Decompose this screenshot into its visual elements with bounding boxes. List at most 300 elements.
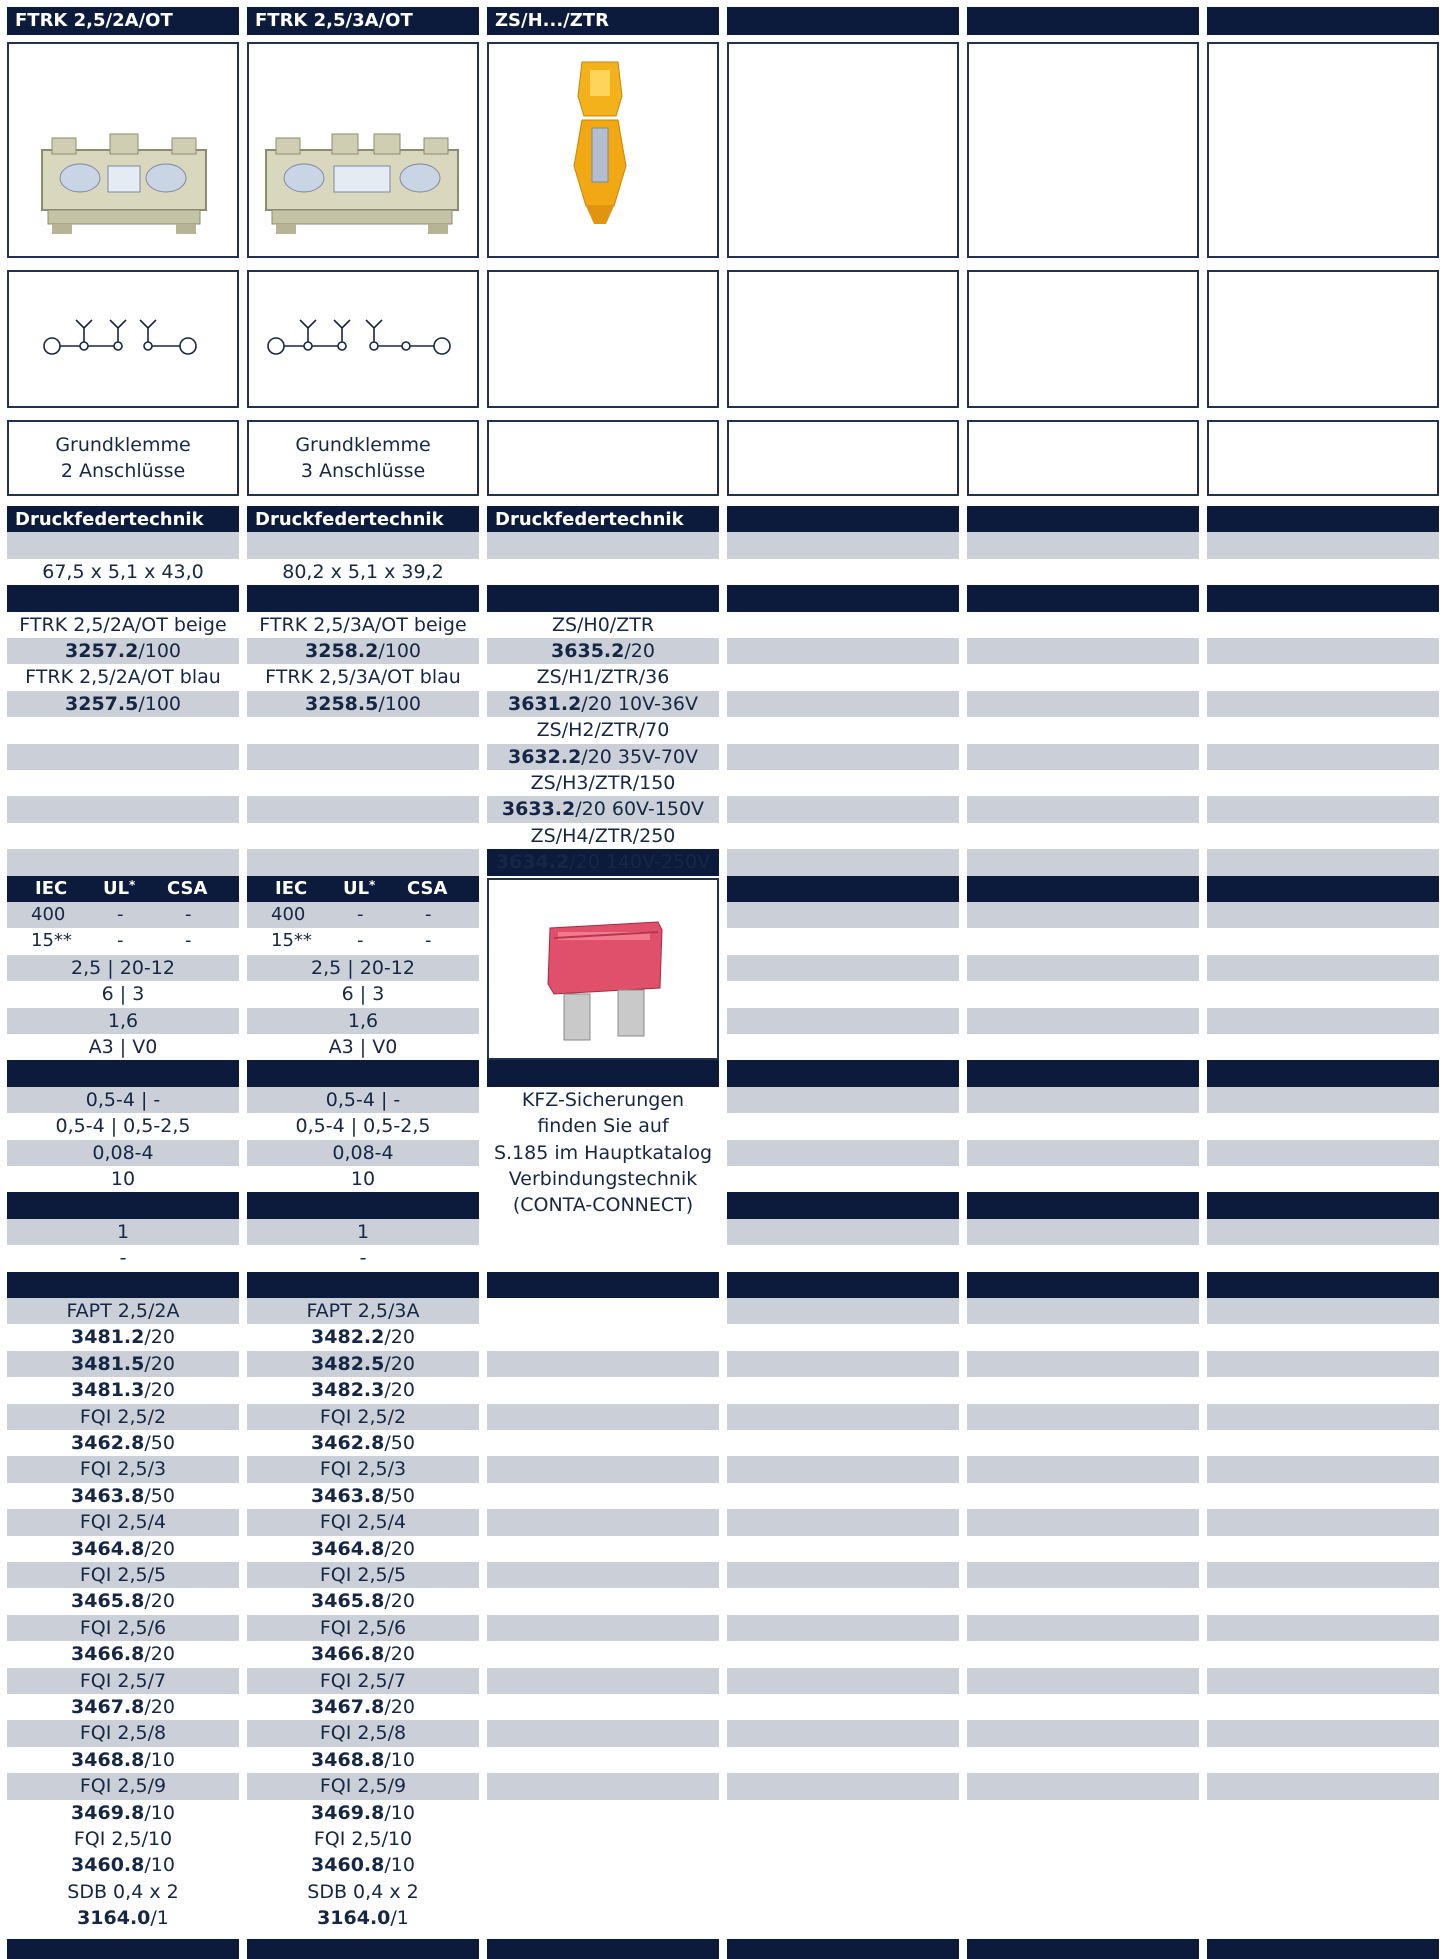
pack-unit: /20 [384, 1537, 415, 1560]
accessory-name: FQI 2,5/5 [79, 1564, 167, 1586]
accessory-name: SDB 0,4 x 2 [67, 1880, 179, 1903]
spec-value: 6 | 3 [101, 983, 145, 1006]
ul-value: - [357, 904, 364, 925]
row-band-light [1207, 691, 1439, 717]
order-code: 3258.2 [305, 640, 379, 662]
row-band-dark [1207, 506, 1439, 532]
accessory-name: FQI 2,5/3 [79, 1458, 167, 1481]
row-band-dark [727, 506, 959, 532]
row-band-light [967, 1404, 1199, 1430]
order-name: ZS/H4/ZTR/250 [530, 824, 676, 847]
row-band-light [967, 1456, 1199, 1482]
row-band-light [487, 1773, 719, 1799]
row-band-dark [967, 585, 1199, 611]
row-band-light [727, 1008, 959, 1034]
row-band-dark [967, 1272, 1199, 1298]
order-line [247, 638, 479, 664]
accessory-name: FQI 2,5/8 [319, 1722, 407, 1745]
circuit-diagram-box [487, 270, 719, 408]
order-code: 3463.8 [311, 1484, 385, 1507]
iec-value: 400 [271, 904, 306, 925]
pack-unit: /50 [384, 1484, 415, 1507]
spec-value: A3 | V0 [328, 1036, 398, 1058]
order-line [7, 691, 239, 717]
connection-value: 10 [110, 1168, 136, 1190]
spec-value: 2,5 | 20-12 [71, 956, 175, 979]
row-band-light [1207, 902, 1439, 928]
accessory-name: FQI 2,5/4 [79, 1511, 167, 1534]
row-band-light [967, 532, 1199, 558]
row-band-light [727, 1720, 959, 1746]
row-band-light [967, 796, 1199, 822]
row-band-dark [487, 1060, 719, 1086]
order-code: 3464.8 [71, 1537, 145, 1560]
description-box [1207, 420, 1439, 496]
row-band-light [487, 1404, 719, 1430]
row-band-light [727, 849, 959, 875]
order-name: FTRK 2,5/2A/OT beige [19, 613, 227, 636]
row-band-light [487, 1720, 719, 1746]
pack-unit: /20 [144, 1326, 175, 1349]
row-band-dark [247, 1939, 479, 1959]
accessory-name: FQI 2,5/6 [79, 1616, 167, 1639]
row-band-light [1207, 1008, 1439, 1034]
row-band-light [967, 1219, 1199, 1245]
row-band-light [967, 1615, 1199, 1641]
pack-unit: /50 [144, 1432, 175, 1454]
row-band-light [7, 532, 239, 558]
row-band-light [727, 1509, 959, 1535]
order-name: ZS/H2/ZTR/70 [536, 719, 670, 742]
order-code: 3481.3 [71, 1379, 145, 1402]
csa-value: - [425, 930, 432, 952]
column-header: ZS/H.../ZTR [487, 7, 719, 35]
row-band-light [1207, 532, 1439, 558]
row-band-light [967, 638, 1199, 664]
accessory-line [7, 1641, 239, 1667]
column-header: FTRK 2,5/2A/OT [7, 7, 239, 35]
order-line [7, 638, 239, 664]
order-name: FTRK 2,5/3A/OT blau [265, 666, 461, 689]
row-band-light [487, 1456, 719, 1482]
pack-unit: /20 [144, 1696, 175, 1718]
pack-unit: /20 [384, 1590, 415, 1613]
column-header [727, 7, 959, 35]
description-box [247, 420, 479, 496]
description-box [7, 420, 239, 496]
row-band-light [727, 1615, 959, 1641]
order-code: 3464.8 [311, 1537, 385, 1560]
row-band-dark [7, 1939, 239, 1959]
description-line: Grundklemme [295, 434, 431, 456]
accessory-name: FQI 2,5/3 [319, 1458, 407, 1481]
order-code: 3468.8 [71, 1748, 145, 1771]
pack-unit: /10 [384, 1801, 415, 1824]
pack-unit: /10 [144, 1748, 175, 1771]
pack-unit: /10 [144, 1854, 175, 1877]
ul-label: UL [103, 877, 130, 899]
row-band-dark [247, 1272, 479, 1298]
accessory-line [247, 1377, 479, 1403]
order-code: 3633.2 [501, 798, 576, 821]
row-band-light [1207, 1298, 1439, 1324]
connection-value: 0,5-4 | - [325, 1088, 401, 1111]
connection-value: 0,08-4 [92, 1141, 154, 1164]
pack-unit: /10 [384, 1748, 415, 1771]
row-band-dark [487, 1272, 719, 1298]
row-band-light [727, 796, 959, 822]
row-band-light [1207, 1456, 1439, 1482]
row-band-light [1207, 955, 1439, 981]
pack-unit: /20 [624, 640, 655, 662]
pack-unit: /1 [150, 1907, 169, 1930]
order-line [487, 691, 719, 717]
description-box [727, 420, 959, 496]
row-band-dark [727, 1060, 959, 1086]
poles-value: 1 [356, 1220, 370, 1243]
row-band-light [1207, 744, 1439, 770]
order-code: 3466.8 [311, 1643, 385, 1666]
accessory-name: FQI 2,5/9 [79, 1775, 167, 1798]
csa-value: - [425, 904, 432, 925]
pack-unit: /20 [384, 1696, 415, 1718]
accessory-line [247, 1800, 479, 1826]
order-code: 3465.8 [311, 1590, 385, 1613]
row-band-light [727, 1351, 959, 1377]
order-code: 3463.8 [71, 1484, 145, 1507]
circuit-diagram-box [967, 270, 1199, 408]
accessory-line [247, 1905, 479, 1931]
circuit-diagram-box [727, 270, 959, 408]
accessory-name: FQI 2,5/2 [79, 1405, 167, 1428]
order-code: 3257.2 [65, 640, 139, 662]
row-band-light [1207, 1509, 1439, 1535]
accessory-name: SDB 0,4 x 2 [307, 1880, 419, 1903]
row-band-dark [1207, 876, 1439, 902]
row-band-light [727, 955, 959, 981]
accessory-name: FAPT 2,5/3A [306, 1300, 420, 1322]
order-code: 3468.8 [311, 1748, 385, 1771]
row-band-light [247, 532, 479, 558]
row-band-light [247, 796, 479, 822]
order-name: FTRK 2,5/2A/OT blau [25, 666, 221, 689]
accessory-line [7, 1852, 239, 1878]
pack-unit: /100 [138, 692, 181, 715]
order-code: 3481.2 [71, 1326, 145, 1349]
pack-unit: /1 [390, 1907, 409, 1930]
accessory-line [7, 1905, 239, 1931]
accessory-line [7, 1483, 239, 1509]
order-code: 3467.8 [71, 1696, 145, 1718]
spec-value: 6 | 3 [341, 983, 385, 1006]
automotive-fuse-photo [540, 918, 668, 1046]
accessory-name: FQI 2,5/10 [313, 1828, 413, 1850]
iec-value: 15** [31, 930, 72, 952]
row-band-dark [487, 585, 719, 611]
ul-label: UL [343, 877, 370, 899]
product-photo-box [1207, 42, 1439, 258]
row-band-light [727, 744, 959, 770]
row-band-light [727, 691, 959, 717]
row-band-light [967, 955, 1199, 981]
order-code: 3462.8 [311, 1432, 385, 1454]
ul-value: - [117, 930, 124, 952]
description-box [487, 420, 719, 496]
row-band-light [727, 1404, 959, 1430]
pack-unit: /20 [144, 1590, 175, 1613]
fuse-note-line: finden Sie auf [537, 1115, 669, 1138]
accessory-line [247, 1694, 479, 1720]
row-band-light [727, 1562, 959, 1588]
row-band-light [727, 902, 959, 928]
order-name: ZS/H1/ZTR/36 [536, 666, 670, 689]
description-line: Grundklemme [55, 434, 191, 456]
fuse-note-line: S.185 im Hauptkatalog [493, 1141, 713, 1164]
row-band-dark [1207, 1272, 1439, 1298]
accessory-name: FQI 2,5/7 [79, 1669, 167, 1692]
technique-label: Druckfedertechnik [15, 509, 204, 530]
order-code: 3469.8 [71, 1801, 145, 1824]
row-band-light [967, 1720, 1199, 1746]
row-band-light [967, 1562, 1199, 1588]
row-band-dark [1207, 1192, 1439, 1218]
accessory-name: FQI 2,5/5 [319, 1564, 407, 1586]
row-band-dark [7, 1272, 239, 1298]
row-band-light [487, 1668, 719, 1694]
row-band-light [1207, 1668, 1439, 1694]
row-band-light [727, 1668, 959, 1694]
row-band-light [727, 1773, 959, 1799]
order-code: 3482.5 [311, 1352, 385, 1375]
row-band-light [967, 1773, 1199, 1799]
row-band-light [487, 1509, 719, 1535]
row-band-dark [7, 585, 239, 611]
row-band-light [1207, 1087, 1439, 1113]
row-band-light [487, 1615, 719, 1641]
row-band-light [727, 532, 959, 558]
row-band-light [967, 1668, 1199, 1694]
row-band-light [967, 1008, 1199, 1034]
row-band-light [7, 796, 239, 822]
circuit-diagram-icon-1 [40, 318, 200, 358]
pack-unit: /100 [378, 692, 421, 715]
row-band-light [1207, 1773, 1439, 1799]
row-band-dark [727, 1192, 959, 1218]
order-line [487, 796, 719, 822]
pack-unit: /20 140V-250V [569, 851, 711, 874]
column-header [967, 7, 1199, 35]
row-band-dark [967, 1939, 1199, 1959]
order-code: 3482.2 [311, 1326, 385, 1349]
pack-unit: /10 [144, 1801, 175, 1824]
iec-value: 400 [31, 904, 66, 925]
pack-unit: /20 [384, 1352, 415, 1375]
connection-value: 0,5-4 | 0,5-2,5 [295, 1115, 431, 1138]
terminal-block-photo-1 [38, 130, 210, 240]
row-band-light [967, 1298, 1199, 1324]
row-band-light [1207, 1720, 1439, 1746]
accessory-line [247, 1588, 479, 1614]
row-band-light [727, 1140, 959, 1166]
column-header [1207, 7, 1439, 35]
csa-value: - [185, 930, 192, 952]
terminal-block-photo-2 [262, 130, 462, 240]
accessory-line [7, 1694, 239, 1720]
accessory-line [247, 1351, 479, 1377]
row-band-dark [247, 585, 479, 611]
row-band-light [727, 1298, 959, 1324]
accessory-name: FQI 2,5/9 [319, 1775, 407, 1798]
row-band-light [727, 1087, 959, 1113]
order-code: 3632.2 [507, 745, 582, 768]
row-band-light [967, 1509, 1199, 1535]
order-code: 3257.5 [65, 692, 139, 715]
order-code: 3466.8 [71, 1643, 145, 1666]
row-band-light [487, 1351, 719, 1377]
row-band-dark [727, 585, 959, 611]
description-box [967, 420, 1199, 496]
technique-label: Druckfedertechnik [255, 509, 444, 530]
column-header: FTRK 2,5/3A/OT [247, 7, 479, 35]
poles-value: - [359, 1247, 367, 1270]
pack-unit: /20 10V-36V [581, 692, 699, 715]
spec-value: A3 | V0 [88, 1036, 158, 1058]
row-band-dark [967, 876, 1199, 902]
row-band-light [967, 849, 1199, 875]
pack-unit: /20 [384, 1643, 415, 1666]
fuse-note-line: Verbindungstechnik [508, 1168, 698, 1190]
spec-value: 1,6 [107, 1009, 139, 1032]
order-code: 3631.2 [507, 692, 582, 715]
pack-unit: /100 [138, 640, 181, 662]
order-code: 3482.3 [311, 1379, 385, 1402]
row-band-light [7, 849, 239, 875]
pack-unit: /20 [144, 1537, 175, 1560]
row-band-light [1207, 1404, 1439, 1430]
row-band-light [1207, 1140, 1439, 1166]
row-band-dark [487, 1939, 719, 1959]
spec-value: 1,6 [347, 1009, 379, 1032]
dimensions: 80,2 x 5,1 x 39,2 [282, 560, 444, 583]
ul-value: - [357, 930, 364, 952]
pack-unit: /20 [384, 1379, 415, 1402]
connection-value: 0,5-4 | 0,5-2,5 [55, 1115, 191, 1138]
row-band-light [1207, 1562, 1439, 1588]
order-code: 3460.8 [311, 1854, 385, 1877]
row-band-dark [1207, 1060, 1439, 1086]
pack-unit: /20 [144, 1643, 175, 1666]
order-code: 3164.0 [317, 1907, 391, 1930]
accessory-name: FAPT 2,5/2A [66, 1300, 180, 1322]
row-band-light [1207, 1219, 1439, 1245]
product-photo-box [727, 42, 959, 258]
accessory-line [247, 1536, 479, 1562]
order-code: 3469.8 [311, 1801, 385, 1824]
order-code: 3462.8 [71, 1432, 145, 1454]
fuse-note-line: (CONTA-CONNECT) [512, 1194, 694, 1217]
row-band-dark [7, 1060, 239, 1086]
accessory-line [7, 1324, 239, 1350]
row-band-dark [727, 1272, 959, 1298]
order-line [487, 638, 719, 664]
row-band-light [727, 638, 959, 664]
circuit-diagram-box [1207, 270, 1439, 408]
row-band-light [967, 1351, 1199, 1377]
row-band-dark [967, 1192, 1199, 1218]
row-band-light [247, 744, 479, 770]
order-code: 3258.5 [305, 692, 379, 715]
accessory-name: FQI 2,5/2 [319, 1405, 407, 1428]
accessory-line [7, 1377, 239, 1403]
ul-footnote-mark: * [369, 877, 376, 892]
order-name: FTRK 2,5/3A/OT beige [259, 613, 467, 636]
accessory-line [247, 1430, 479, 1456]
order-code: 3634.2 [495, 851, 570, 874]
accessory-line [7, 1536, 239, 1562]
order-name: ZS/H3/ZTR/150 [530, 772, 676, 794]
fuse-carrier-photo [560, 56, 640, 228]
row-band-dark [727, 1939, 959, 1959]
poles-value: - [119, 1247, 127, 1270]
dimensions: 67,5 x 5,1 x 43,0 [42, 560, 204, 583]
row-band-light [7, 744, 239, 770]
row-band-light [1207, 796, 1439, 822]
connection-value: 0,08-4 [332, 1141, 394, 1164]
iec-label: IEC [275, 877, 308, 899]
row-band-light [1207, 849, 1439, 875]
order-name: ZS/H0/ZTR [551, 613, 655, 636]
pack-unit: /20 [384, 1326, 415, 1349]
accessory-line [7, 1800, 239, 1826]
pack-unit: /100 [378, 640, 421, 662]
pack-unit: /50 [144, 1484, 175, 1507]
order-code: 3164.0 [77, 1907, 151, 1930]
row-band-light [967, 744, 1199, 770]
circuit-diagram-icon-2 [264, 318, 454, 358]
row-band-light [487, 532, 719, 558]
csa-label: CSA [407, 877, 448, 899]
accessory-line [247, 1324, 479, 1350]
row-band-light [727, 1456, 959, 1482]
order-line [487, 849, 719, 875]
pack-unit: /20 60V-150V [575, 798, 705, 821]
order-code: 3481.5 [71, 1352, 145, 1375]
row-band-light [967, 1087, 1199, 1113]
accessory-line [247, 1852, 479, 1878]
pack-unit: /20 35V-70V [581, 745, 699, 768]
row-band-dark [727, 876, 959, 902]
accessory-name: FQI 2,5/7 [319, 1669, 407, 1692]
row-band-light [1207, 1351, 1439, 1377]
order-line [247, 691, 479, 717]
accessory-line [247, 1483, 479, 1509]
order-code: 3460.8 [71, 1854, 145, 1877]
pack-unit: /20 [144, 1379, 175, 1402]
csa-value: - [185, 904, 192, 925]
row-band-dark [1207, 585, 1439, 611]
iec-label: IEC [35, 877, 68, 899]
order-code: 3467.8 [311, 1696, 385, 1718]
row-band-dark [247, 1060, 479, 1086]
row-band-light [487, 1562, 719, 1588]
row-band-dark [247, 1192, 479, 1218]
accessory-line [7, 1430, 239, 1456]
order-code: 3465.8 [71, 1590, 145, 1613]
row-band-light [1207, 638, 1439, 664]
row-band-light [247, 849, 479, 875]
accessory-line [7, 1747, 239, 1773]
accessory-line [7, 1588, 239, 1614]
